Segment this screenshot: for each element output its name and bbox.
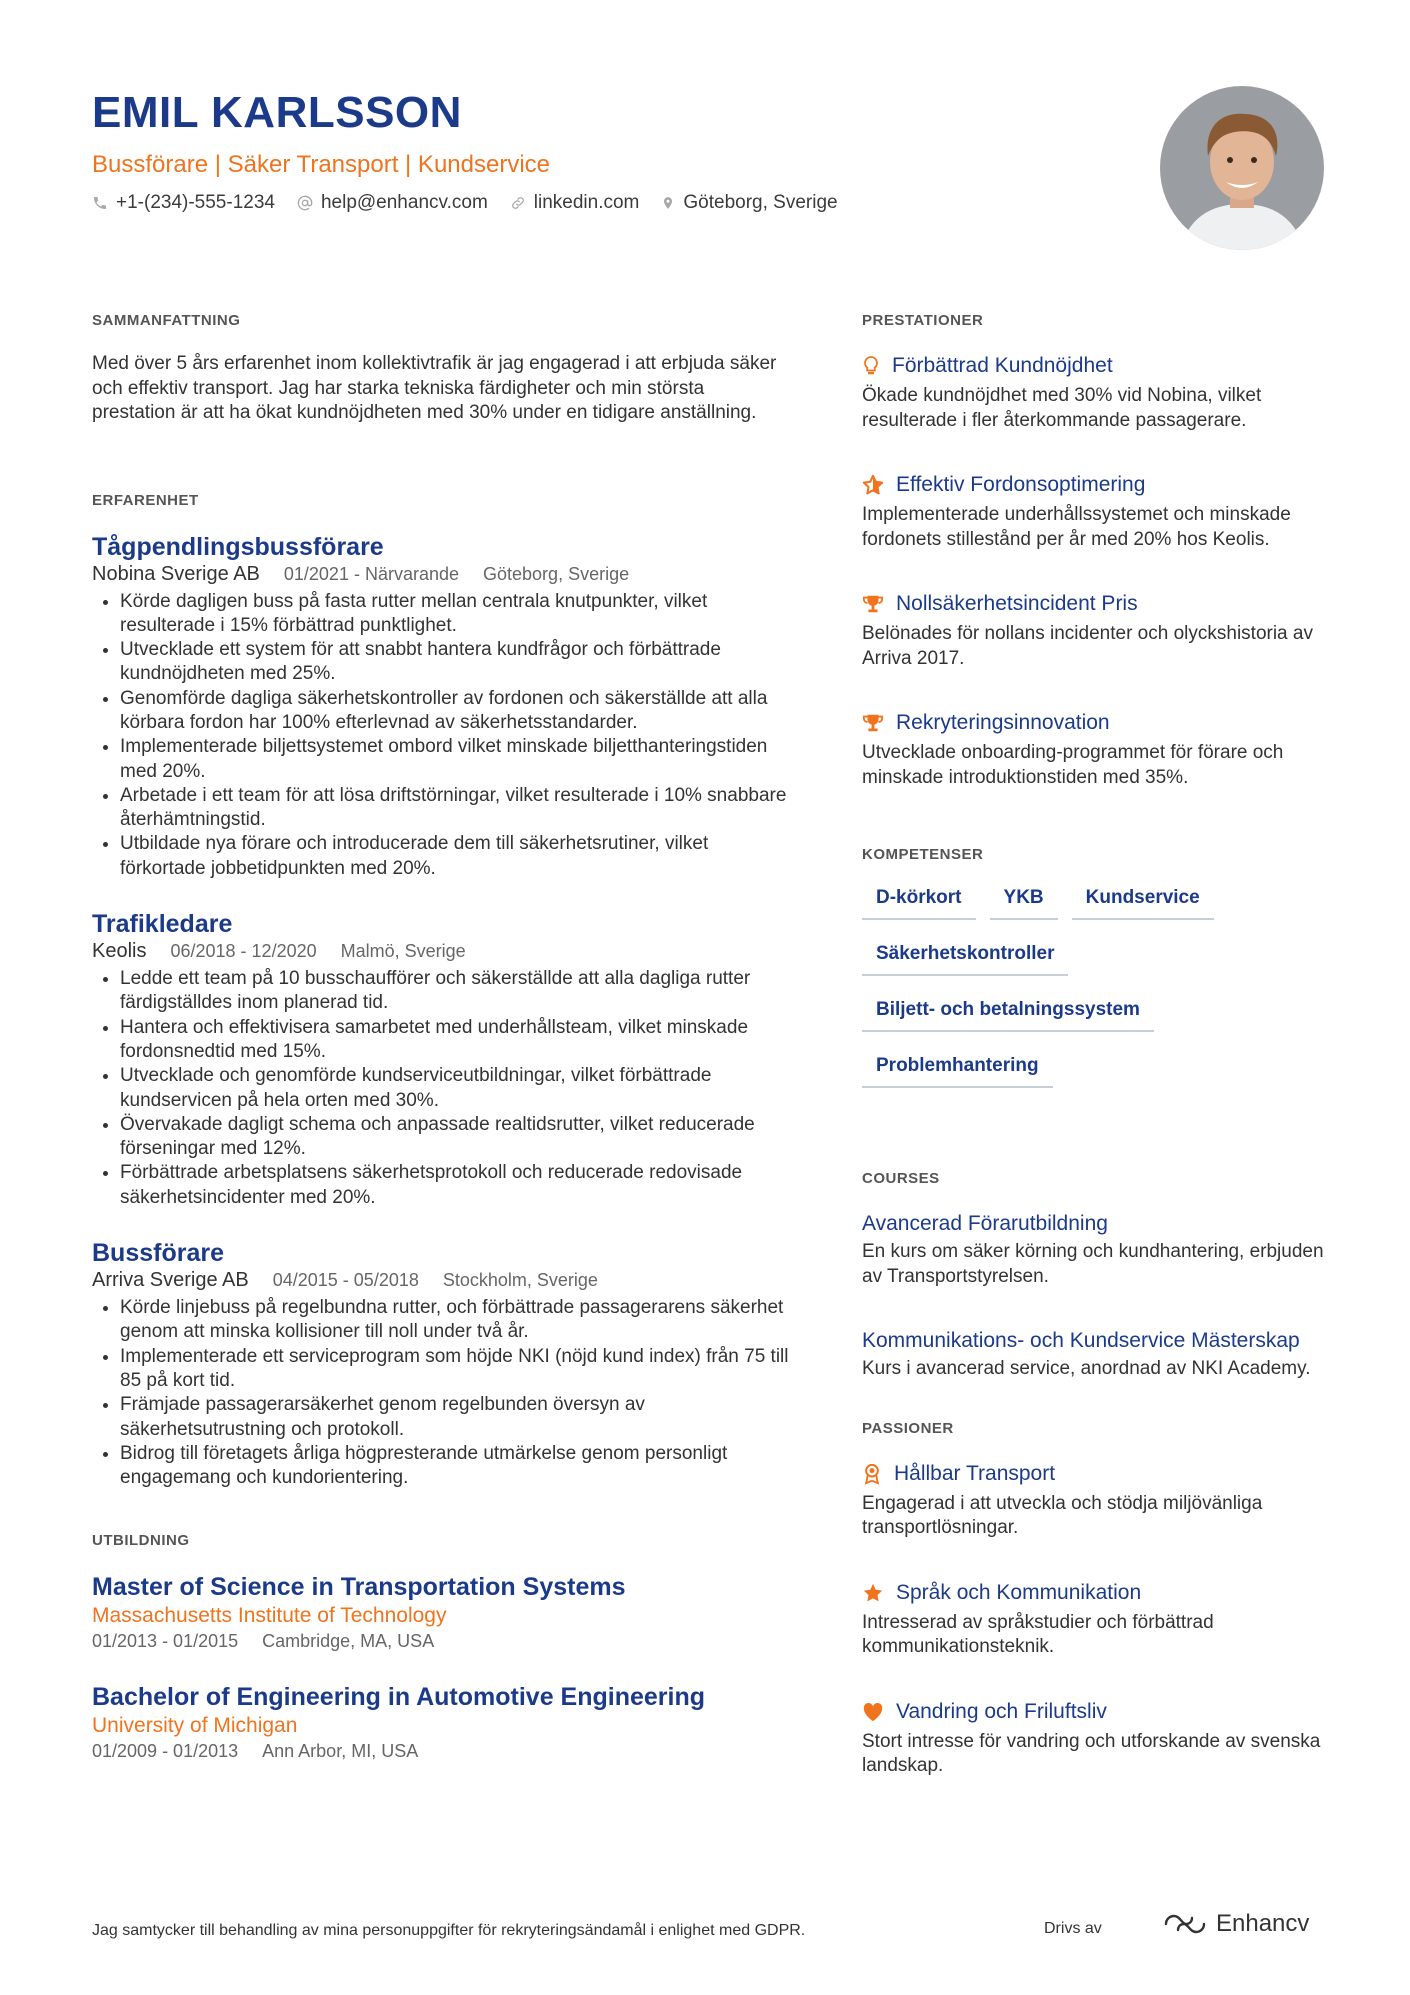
achievement-head xyxy=(862,471,1332,499)
job-entry xyxy=(92,909,792,1210)
achievement-title: Förbättrad Kundnöjdhet xyxy=(892,354,1113,377)
job-bullet: • Genomförde dagliga säkerhetskontroller av fordonen och säkerställde att alla körbara fordon har 100% efterlevnad av säkerhetsstandarder. xyxy=(120,687,792,736)
section-title-courses: COURSES xyxy=(862,1170,940,1187)
job-bullet: • Övervakade dagligt schema och anpassade realtidsrutter, vilket reducerade förseningar med 12%. xyxy=(120,1113,792,1162)
edu-location: Ann Arbor, MI, USA xyxy=(262,1741,419,1762)
job-company: Arriva Sverige AB xyxy=(92,1269,249,1292)
skill-tag: Kundservice xyxy=(1072,886,1214,920)
contact-phone[interactable] xyxy=(92,192,275,214)
education-entry xyxy=(92,1682,792,1762)
achievement-item xyxy=(862,471,1332,552)
section-title-experience: ERFARENHET xyxy=(92,491,199,509)
contact-row xyxy=(92,192,1092,214)
job-title: Tågpendlingsbussförare xyxy=(92,532,384,561)
contact-location xyxy=(661,192,837,214)
job-bullets xyxy=(92,967,792,1210)
achievement-title: Effektiv Fordonsoptimering xyxy=(896,473,1146,496)
link-icon xyxy=(510,195,526,211)
skills-list xyxy=(862,886,1332,1110)
job-bullet: • Utvecklade och genomförde kundserviceutbildningar, vilket förbättrade kundservicen på hela orten med 30%. xyxy=(120,1064,792,1113)
achievement-item xyxy=(862,352,1332,433)
experience-section xyxy=(92,492,792,1491)
gdpr-consent: Jag samtycker till behandling av mina personuppgifter för rekryteringsändamål i enlighet med GDPR. xyxy=(92,1922,806,1939)
course-desc: En kurs om säker körning och kundhantering, erbjuden av Transportstyrelsen. xyxy=(862,1241,1324,1287)
course-title: Kommunikations- och Kundservice Mästerskap xyxy=(862,1329,1300,1352)
achievement-head xyxy=(862,709,1332,737)
course-item xyxy=(862,1327,1332,1382)
at-icon xyxy=(297,195,313,211)
passion-title: Språk och Kommunikation xyxy=(896,1580,1142,1604)
location-pin-icon xyxy=(661,195,675,211)
job-bullet: • Körde linjebuss på regelbundna rutter, och förbättrade passagerarens säkerhet genom att minska kollisioner till noll under två år. xyxy=(120,1296,792,1345)
profile-photo xyxy=(1160,86,1324,250)
summary-section xyxy=(92,312,792,426)
education-section xyxy=(92,1532,792,1762)
passion-title: Hållbar Transport xyxy=(894,1461,1056,1485)
achievement-desc: Ökade kundnöjdhet med 30% vid Nobina, vilket resulterade i fler återkommande passagerare. xyxy=(862,385,1262,431)
edu-date: 01/2009 - 01/2013 xyxy=(92,1741,239,1762)
job-title: Bussförare xyxy=(92,1239,224,1268)
passion-desc: Engagerad i att utveckla och stödja miljövänliga transportlösningar. xyxy=(862,1492,1263,1538)
brand-name: Enhancv xyxy=(1216,1910,1310,1937)
edu-date: 01/2013 - 01/2015 xyxy=(92,1631,239,1652)
edu-institution: Massachusetts Institute of Technology xyxy=(92,1604,447,1628)
section-title-achievements: PRESTATIONER xyxy=(862,312,984,329)
job-bullet: • Implementerade ett serviceprogram som höjde NKI (nöjd kund index) från 75 till 85 på kort tid. xyxy=(120,1345,792,1394)
skill-tag: Säkerhetskontroller xyxy=(862,942,1068,976)
job-bullet: • Arbetade i ett team för att lösa driftstörningar, vilket resulterade i 10% snabbare återhämtningstid. xyxy=(120,784,792,833)
job-entry xyxy=(92,1238,792,1490)
trophy-icon xyxy=(862,712,884,734)
job-company: Nobina Sverige AB xyxy=(92,562,260,585)
lightbulb-icon xyxy=(862,355,880,377)
section-title-skills: KOMPETENSER xyxy=(862,846,984,863)
achievement-desc: Implementerade underhållssystemet och minskade fordonets stillestånd per år med 20% hos Keolis. xyxy=(862,504,1291,550)
job-date: 01/2021 - Närvarande xyxy=(283,563,460,584)
job-bullet: • Bidrog till företagets årliga högpresterande utmärkelse genom personligt engagemang och kundorientering. xyxy=(120,1442,792,1491)
passion-title: Vandring och Friluftsliv xyxy=(896,1699,1107,1723)
job-date: 06/2018 - 12/2020 xyxy=(170,941,317,962)
star-outline-icon xyxy=(862,474,884,496)
section-title-education: UTBILDNING xyxy=(92,1532,190,1550)
award-icon xyxy=(862,1463,882,1485)
resume-header xyxy=(92,84,1092,214)
trophy-icon xyxy=(862,593,884,615)
passion-item xyxy=(862,1579,1332,1660)
passion-desc: Stort intresse för vandring och utforskande av svenska landskap. xyxy=(862,1730,1321,1776)
achievement-item xyxy=(862,709,1332,790)
skill-tag: Problemhantering xyxy=(862,1054,1053,1088)
star-icon xyxy=(862,1582,884,1604)
passion-head xyxy=(862,1579,1332,1607)
achievement-item xyxy=(862,590,1332,671)
education-entry xyxy=(92,1572,792,1652)
job-meta xyxy=(92,939,792,963)
achievement-desc: Utvecklade onboarding-programmet för förare och minskade introduktionstiden med 35%. xyxy=(862,742,1284,788)
achievement-title: Nollsäkerhetsincident Pris xyxy=(896,592,1138,615)
job-bullet: • Ledde ett team på 10 busschaufförer och säkerställde att alla dagliga rutter färdigställdes inom planerad tid. xyxy=(120,967,792,1016)
skill-tag: Biljett- och betalningssystem xyxy=(862,998,1154,1032)
job-title: Trafikledare xyxy=(92,910,233,939)
edu-location: Cambridge, MA, USA xyxy=(262,1631,435,1652)
skills-section xyxy=(862,846,1332,1110)
job-meta xyxy=(92,1268,792,1292)
summary-text: Med över 5 års erfarenhet inom kollektivtrafik är jag engagerad i att erbjuda säker och effektiv transport. Jag har starka tekniska färdigheter och min största prestation är att ha ökat kundnöjdheten med 30% under en tidigare anställning. xyxy=(92,353,777,423)
job-bullets xyxy=(92,1296,792,1490)
passion-item xyxy=(862,1460,1332,1541)
edu-degree: Master of Science in Transportation Systems xyxy=(92,1573,626,1602)
achievement-title: Rekryteringsinnovation xyxy=(896,711,1110,734)
job-bullet: • Utvecklade ett system för att snabbt hantera kundfrågor och förbättrade kundnöjdheten med 25%. xyxy=(120,638,792,687)
candidate-name: EMIL KARLSSON xyxy=(92,88,462,137)
passion-item xyxy=(862,1698,1332,1779)
job-bullet: • Körde dagligen buss på fasta rutter mellan centrala knutpunkter, vilket resulterade i 15% förbättrad punktlighet. xyxy=(120,590,792,639)
passions-section xyxy=(862,1420,1332,1779)
edu-meta xyxy=(92,1740,792,1762)
heart-icon xyxy=(862,1702,884,1722)
job-date: 04/2015 - 05/2018 xyxy=(272,1270,419,1291)
course-desc: Kurs i avancerad service, anordnad av NKI Academy. xyxy=(862,1358,1311,1379)
job-bullet: • Implementerade biljettsystemet ombord vilket minskade biljetthanteringstiden med 20%. xyxy=(120,735,792,784)
brand-logo[interactable] xyxy=(1162,1910,1309,1938)
left-column xyxy=(92,312,792,1792)
passion-desc: Intresserad av språkstudier och förbättrad kommunikationsteknik. xyxy=(862,1611,1214,1657)
powered-by-label: Drivs av xyxy=(1044,1920,1102,1937)
edu-meta xyxy=(92,1630,792,1652)
phone-icon xyxy=(92,195,108,211)
candidate-subtitle: Bussförare | Säker Transport | Kundservice xyxy=(92,151,551,178)
skill-tag: D-körkort xyxy=(862,886,976,920)
achievement-head xyxy=(862,352,1332,380)
job-bullet: • Utbildade nya förare och introducerade dem till säkerhetsrutiner, vilket förkortade jobbetidpunkten med 20%. xyxy=(120,832,792,881)
courses-section xyxy=(862,1170,1332,1382)
job-bullet: • Förbättrade arbetsplatsens säkerhetsprotokoll och reducerade redovisade säkerhetsincidenter med 20%. xyxy=(120,1161,792,1210)
contact-linkedin[interactable] xyxy=(510,192,640,214)
contact-email[interactable] xyxy=(297,192,488,214)
edu-degree: Bachelor of Engineering in Automotive Engineering xyxy=(92,1683,706,1712)
job-company: Keolis xyxy=(92,940,147,963)
achievement-desc: Belönades för nollans incidenter och olyckshistoria av Arriva 2017. xyxy=(862,623,1313,669)
location-text: Göteborg, Sverige xyxy=(683,192,838,213)
achievements-section xyxy=(862,312,1332,790)
section-title-summary: SAMMANFATTNING xyxy=(92,312,241,329)
job-bullet: • Hantera och effektivisera samarbetet med underhållsteam, vilket minskade fordonsnedtid med 15%. xyxy=(120,1016,792,1065)
linkedin-text: linkedin.com xyxy=(533,192,640,213)
job-meta xyxy=(92,562,792,586)
section-title-passions: PASSIONER xyxy=(862,1419,954,1437)
job-entry xyxy=(92,532,792,882)
course-title: Avancerad Förarutbildning xyxy=(862,1212,1108,1235)
course-item xyxy=(862,1210,1332,1289)
job-location: Göteborg, Sverige xyxy=(483,563,630,584)
enhancv-logo-icon xyxy=(1162,1912,1208,1936)
skill-tag: YKB xyxy=(990,886,1058,920)
edu-institution: University of Michigan xyxy=(92,1714,298,1738)
email-text: help@enhancv.com xyxy=(320,192,488,213)
phone-text: +1-(234)-555-1234 xyxy=(116,192,275,213)
job-location: Malmö, Sverige xyxy=(340,941,466,962)
job-location: Stockholm, Sverige xyxy=(442,1270,598,1291)
achievement-head xyxy=(862,590,1332,618)
passion-head xyxy=(862,1460,1332,1488)
passion-head xyxy=(862,1698,1332,1726)
job-bullet: • Främjade passagerarsäkerhet genom regelbunden översyn av säkerhetsutrustning och protokoll. xyxy=(120,1393,792,1442)
job-bullets xyxy=(92,590,792,882)
right-column xyxy=(862,312,1332,1817)
